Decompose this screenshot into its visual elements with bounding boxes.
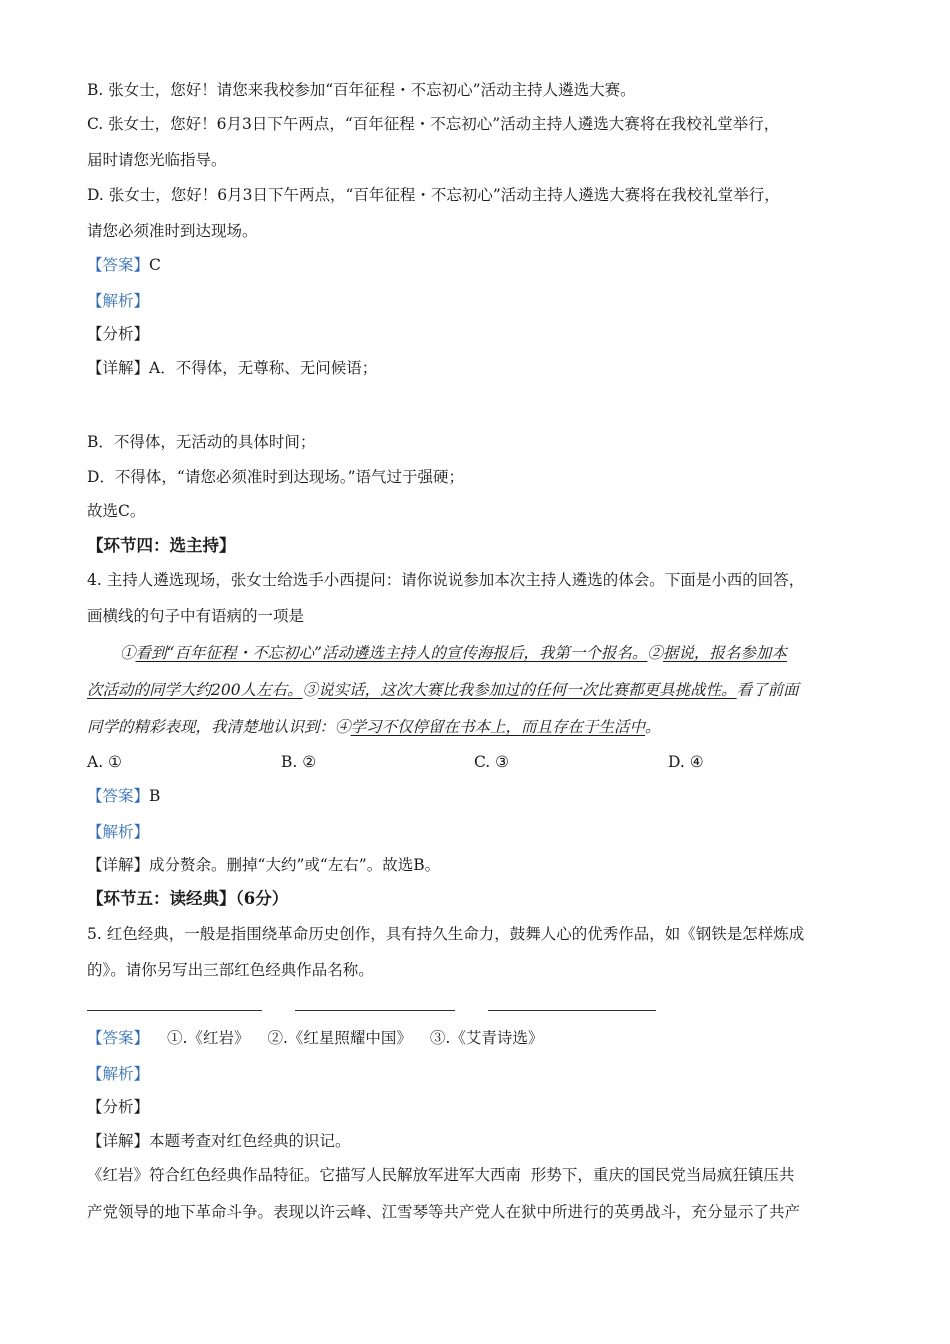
section-heading-4: 【环节四：选主持】 (87, 536, 236, 555)
answer-value: C (149, 256, 161, 274)
q3-detail-b: B．不得体，无活动的具体时间； (87, 433, 316, 451)
answer-item-1: ①.《红岩》 (167, 1029, 250, 1047)
passage-text-mid1: 看了前面 (736, 681, 799, 699)
q3-option-c-line2: 届时请您光临指导。 (87, 151, 227, 169)
q4-option-d: D. ④ (668, 753, 704, 771)
q5-stem-line2: 的》。请你另写出三部红色经典作品名称。 (87, 961, 374, 979)
q3-option-d-line2: 请您必须准时到达现场。 (87, 222, 258, 240)
underlined-sentence-4: 学习不仅停留在书本上，而且存在于生活中 (350, 718, 646, 736)
answer-value: B (149, 787, 161, 805)
q4-analysis-tag: 【解析】 (87, 823, 150, 841)
q4-option-c: C. ③ (474, 753, 510, 771)
q5-detail (87, 1130, 867, 1152)
q5-answer (87, 1027, 867, 1049)
q5-paragraph-line1: 《红岩》符合红色经典作品特征。它描写人民解放军进军大西南 形势下，重庆的国民党当局疯狂镇压共 (87, 1166, 795, 1184)
q5-paragraph-line2: 产党领导的地下革命斗争。表现以许云峰、江雪琴等共产党人在狱中所进行的英勇战斗，充分显示了共产 (87, 1203, 801, 1221)
answer-item-3: ③.《艾青诗选》 (429, 1029, 544, 1047)
detail-text: A．不得体，无尊称、无问候语； (149, 359, 378, 377)
q4-stem-line2: 画横线的句子中有语病的一项是 (87, 607, 305, 625)
q3-option-b: B. 张女士，您好！请您来我校参加“百年征程・不忘初心”活动主持人遴选大赛。 (87, 81, 636, 99)
q4-answer (87, 785, 867, 807)
q3-answer (87, 254, 867, 276)
q3-fenxi-tag: 【分析】 (87, 325, 150, 343)
answer-blank-3[interactable] (488, 1009, 656, 1011)
answer-tag: 【答案】 (87, 256, 150, 274)
q5-stem-line1: 5. 红色经典，一般是指围绕革命历史创作，具有持久生命力，鼓舞人心的优秀作品，如《钢铁是怎样炼成 (87, 925, 805, 943)
q4-option-b: B. ② (281, 753, 317, 771)
detail-tag: 【详解】 (87, 1132, 150, 1150)
answer-tag: 【答案】 (87, 1029, 150, 1047)
detail-tag: 【详解】 (87, 856, 150, 874)
answer-blank-1[interactable] (87, 1009, 262, 1011)
underlined-sentence-2-part2: 次活动的同学大约200人左右。 (87, 681, 303, 699)
sentence-mark-3: ③ (302, 681, 319, 699)
q4-stem-line1: 4. 主持人遴选现场，张女士给选手小西提问：请你说说参加本次主持人遴选的体会。下面是小西的回答， (87, 571, 805, 589)
q5-analysis-tag: 【解析】 (87, 1065, 150, 1083)
detail-tag: 【详解】 (87, 359, 150, 377)
underlined-sentence-2-part1: 据说，报名参加本 (662, 644, 787, 662)
underlined-sentence-3: 说实话，这次大赛比我参加过的任何一次比赛都更具挑战性。 (318, 681, 737, 699)
q4-option-a: A. ① (87, 753, 122, 771)
q4-passage-line2 (87, 679, 867, 701)
passage-text-mid2: 同学的精彩表现，我清楚地认识到： (87, 718, 336, 736)
answer-item-2: ②.《红星照耀中国》 (267, 1029, 412, 1047)
q4-passage-line1 (120, 642, 866, 664)
q3-option-c-line1: C. 张女士，您好！6月3日下午两点，“百年征程・不忘初心”活动主持人遴选大赛将在我校礼堂举行， (87, 115, 780, 133)
q3-option-d-line1: D. 张女士，您好！6月3日下午两点，“百年征程・不忘初心”活动主持人遴选大赛将在我校礼堂举行， (87, 186, 780, 204)
sentence-mark-4: ④ (335, 718, 351, 736)
answer-tag: 【答案】 (87, 787, 150, 805)
sentence-mark-2: ② (647, 644, 663, 662)
detail-text: 成分赘余。删掉“大约”或“左右”。故选B。 (149, 856, 441, 874)
q4-detail (87, 854, 867, 876)
q4-passage-line3 (87, 716, 867, 738)
q3-detail-a (87, 357, 867, 379)
underlined-sentence-1: 看到“百年征程・不忘初心”活动遴选主持人的宣传海报后，我第一个报名。 (135, 644, 648, 662)
sentence-mark-1: ① (120, 644, 136, 662)
section-heading-5: 【环节五：读经典】（6分） (87, 889, 289, 908)
q5-fenxi-tag: 【分析】 (87, 1098, 150, 1116)
q3-detail-d: D．不得体，“请您必须准时到达现场。”语气过于强硬； (87, 468, 465, 486)
detail-text: 本题考查对红色经典的识记。 (149, 1132, 351, 1150)
q3-conclusion: 故选C。 (87, 502, 146, 520)
passage-end: 。 (645, 718, 661, 736)
answer-blank-2[interactable] (295, 1009, 455, 1011)
q3-analysis-tag: 【解析】 (87, 292, 150, 310)
